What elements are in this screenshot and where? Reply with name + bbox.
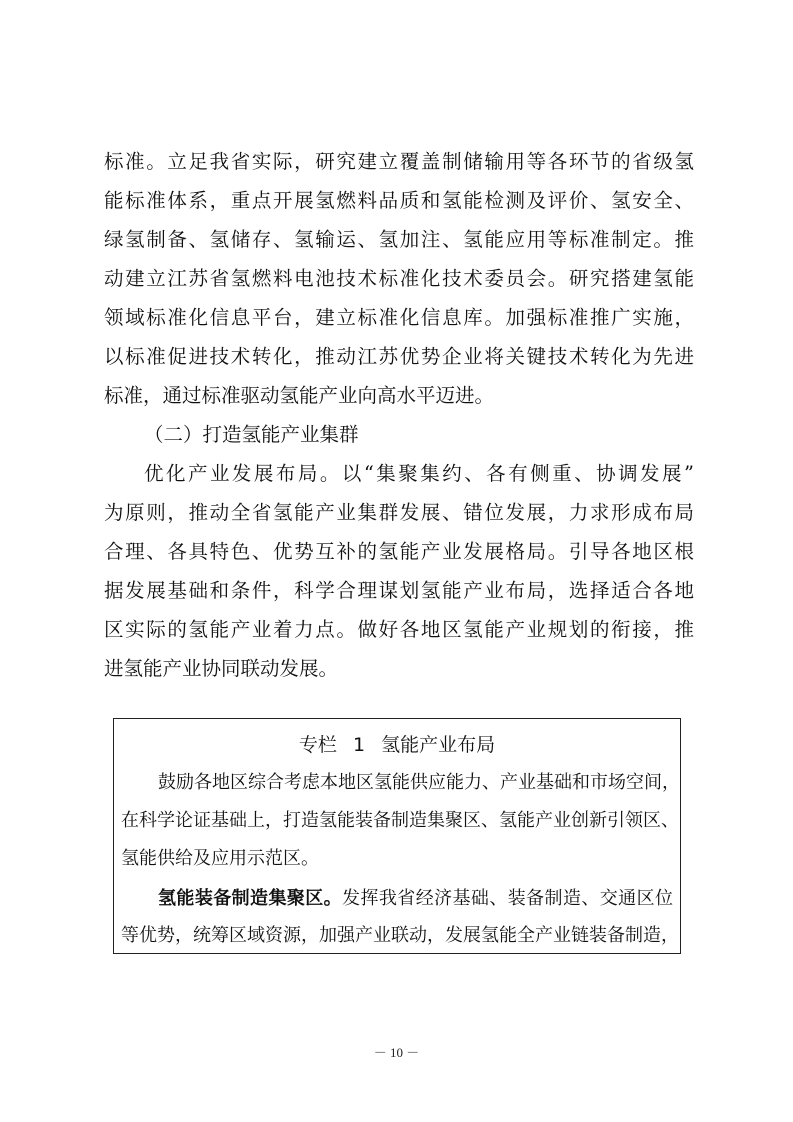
body-text-line: 动建立江苏省氢燃料电池技术标准化技术委员会。研究搭建氢能	[104, 267, 694, 290]
feature-box-title: 专栏 1 氢能产业布局	[298, 734, 496, 756]
page-number: － 10 －	[373, 1045, 420, 1060]
section-text-line: 区实际的氢能产业着力点。做好各地区氢能产业规划的衔接，推	[104, 618, 694, 641]
body-text-line: 以标准促进技术转化，推动江苏优势企业将关键技术转化为先进	[104, 345, 694, 368]
feature-box-line: 鼓励各地区综合考虑本地区氢能供应能力、产业基础和市场空间，	[158, 772, 680, 793]
body-text-line: 领域标准化信息平台，建立标准化信息库。加强标准推广实施，	[104, 306, 694, 329]
section-text-line: 据发展基础和条件，科学合理谋划氢能产业布局，选择适合各地	[104, 579, 694, 602]
feature-box-line: 等优势，统筹区域资源，加强产业联动，发展氢能全产业链装备制造，	[121, 925, 679, 946]
section-text-line: 进氢能产业协同联动发展。	[104, 657, 339, 680]
body-text-line: 能标准体系，重点开展氢燃料品质和氢能检测及评价、氢安全、	[104, 189, 694, 212]
body-text-line: 标准。立足我省实际，研究建立覆盖制储输用等各环节的省级氢	[104, 150, 694, 173]
section-text-line: 为原则，推动全省氢能产业集群发展、错位发展，力求形成布局	[104, 501, 694, 524]
feature-box-line-rest: 发挥我省经济基础、装备制造、交通区位	[342, 888, 674, 909]
section-heading: （二）打造氢能产业集群	[144, 423, 359, 446]
feature-box	[113, 718, 681, 954]
feature-box-bold-lead: 氢能装备制造集聚区。	[158, 888, 343, 909]
section-text-line: 优化产业发展布局。以“集聚集约、各有侧重、协调发展”	[144, 462, 694, 485]
body-text-line: 绿氢制备、氢储存、氢输运、氢加注、氢能应用等标准制定。推	[104, 228, 694, 251]
section-text-line: 合理、各具特色、优势互补的氢能产业发展格局。引导各地区根	[104, 540, 694, 563]
feature-box-line: 在科学论证基础上，打造氢能装备制造集聚区、氢能产业创新引领区、	[121, 810, 679, 831]
feature-box-line	[158, 887, 673, 911]
body-text-line: 标准，通过标准驱动氢能产业向高水平迈进。	[104, 384, 495, 407]
feature-box-line: 氢能供给及应用示范区。	[121, 848, 319, 869]
